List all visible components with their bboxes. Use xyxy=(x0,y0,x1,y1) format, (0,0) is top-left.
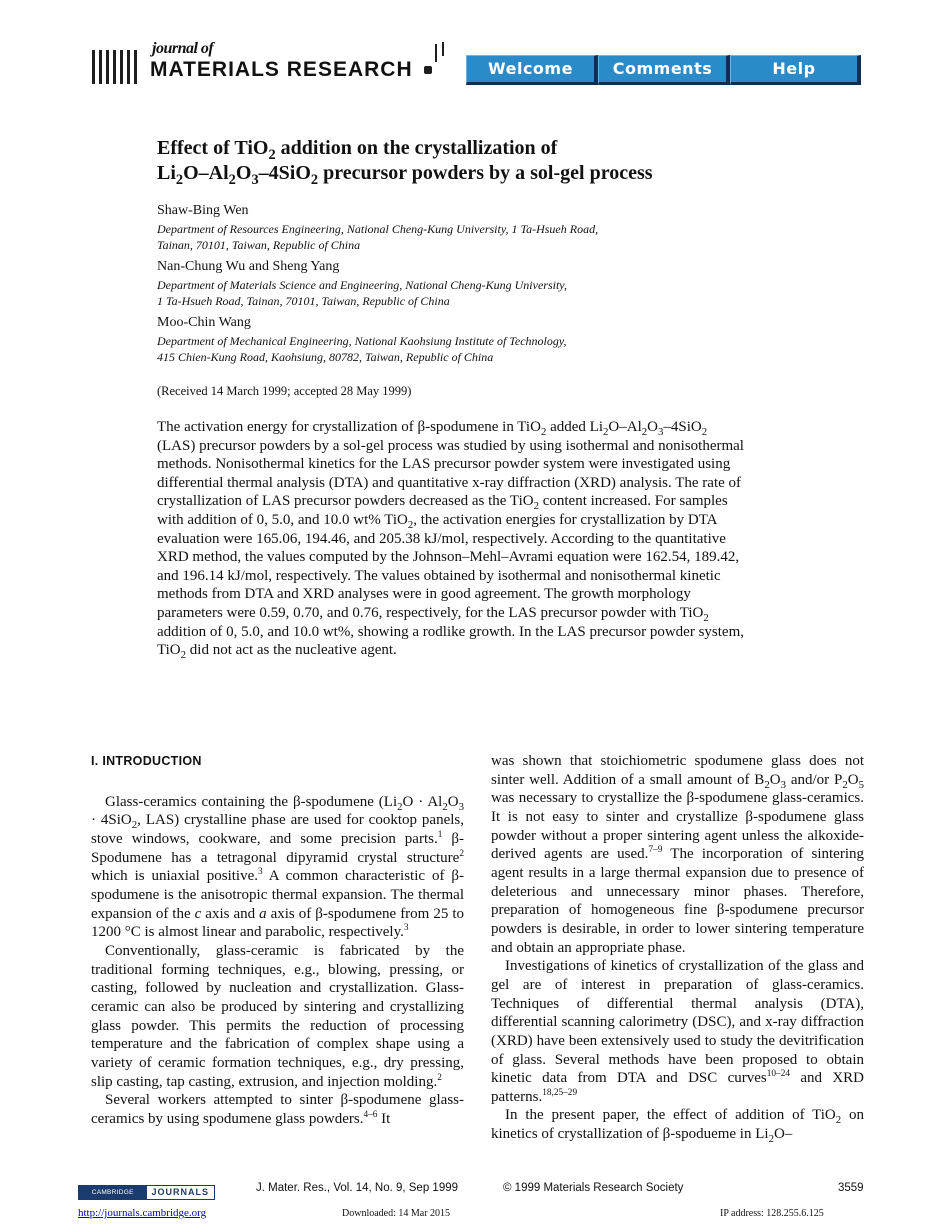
author-affiliation: Tainan, 70101, Taiwan, Republic of China xyxy=(157,238,361,252)
author-affiliation: 415 Chien-Kung Road, Kaohsiung, 80782, Taiwan, Republic of China xyxy=(157,350,494,364)
received-date: (Received 14 March 1999; accepted 28 May 1999) xyxy=(157,384,412,398)
copyright-notice: © 1999 Materials Research Society xyxy=(503,1182,684,1194)
section-heading: I. INTRODUCTION xyxy=(91,754,202,768)
paragraph: was shown that stoichiometric spodumene glass does not sinter well. Addition of a small amount of $B_2O_3$ and/or $P_2O_5$ was necessary to crystallize the β-spodumene glass-ceramics. It is not easy to sinter and crystallize β-spodumene glass powder without a proper sintering agent unless the alkoxide-derived agents are used.$^{7-9}$ The incorporation of sintering agent results in a large thermal expansion due to presence of deleterious and unnecessary minor phases. Therefore, preparation of homogeneous fine β-spodumene precursor powders is desirable, in order to lower sintering temperature and obtain an appropriate phase. xyxy=(491,753,864,956)
author-name: Nan-Chung Wu and Sheng Yang xyxy=(157,259,340,274)
logo-stripe xyxy=(120,50,123,84)
comments-button[interactable]: Comments xyxy=(598,55,730,85)
author-name: Shaw-Bing Wen xyxy=(157,203,249,218)
logo-stripe xyxy=(92,50,95,84)
right-column xyxy=(491,752,864,1144)
paragraph: Glass-ceramics containing the β-spodumene ($Li_2O \cdot Al_2O_3 \cdot 4SiO_2$, LAS) crystalline phase are used for cooktop panels, stove windows, cookware, and some precision parts.$^1$ β-Spodumene has a tetragonal dipyramid crystal structure$^2$ which is uniaxial positive.$^3$ A common characteristic of β-spodumene is the anisotropic thermal expansion. The thermal expansion of the c axis and a axis of β-spodumene from 25 to 1200 °C is almost linear and parabolic, respectively.$^3$ xyxy=(91,793,465,941)
journals-label: JOURNALS xyxy=(147,1186,215,1199)
cambridge-journals-logo[interactable] xyxy=(78,1185,215,1200)
author-affiliation: Department of Resources Engineering, National Cheng-Kung University, 1 Ta-Hsueh Road, xyxy=(157,222,599,236)
logo-mark xyxy=(442,42,444,56)
welcome-button[interactable]: Welcome xyxy=(466,55,598,85)
logo-mark xyxy=(424,66,432,74)
author-name: Moo-Chin Wang xyxy=(157,315,251,330)
author-affiliation: 1 Ta-Hsueh Road, Tainan, 70101, Taiwan, Republic of China xyxy=(157,294,450,308)
paper-title xyxy=(157,136,857,186)
title-line-1: Effect of TiO$_2$ addition on the crystallization of xyxy=(157,137,558,163)
logo-stripe xyxy=(99,50,102,84)
logo-materials-research: MATERIALS RESEARCH xyxy=(150,58,413,81)
abstract: The activation energy for crystallization of β-spodumene in TiO$_2$ added $Li_2O-Al_2O_3-4SiO_2$ (LAS) precursor powders by a sol-gel process was studied by using isothermal and nonisothermal methods. Nonisothermal kinetics for the LAS precursor powder system were investigated using differential thermal analysis (DTA) and quantitative x-ray diffraction (XRD) analysis. The rate of crystallization of LAS precursor powders decreased as the TiO$_2$ content increased. For samples with addition of 0, 5.0, and 10.0 wt% TiO$_2$, the activation energies for crystallization by DTA evaluation were 165.06, 194.46, and 205.38 kJ/mol, respectively. According to the quantitative XRD method, the values computed by the Johnson–Mehl–Avrami equation were 162.54, 189.42, and 196.14 kJ/mol, respectively. The values obtained by isothermal and nonisothermal kinetic methods from DTA and XRD analyses were in good agreement. The growth morphology parameters were 0.59, 0.70, and 0.76, respectively, for the LAS precursor powder with TiO$_2$ addition of 0, 5.0, and 10.0 wt%, showing a rodlike growth. In the LAS precursor powder system, TiO$_2$ did not act as the nucleative agent. xyxy=(157,419,744,662)
logo-stripe xyxy=(127,50,130,84)
left-column xyxy=(91,752,464,1128)
logo-mark xyxy=(435,44,437,62)
paragraph: In the present paper, the effect of addition of TiO$_2$ on kinetics of crystallization of β-spodueme in $Li_2O-$ xyxy=(491,1107,865,1146)
cambridge-label: CAMBRIDGE xyxy=(79,1186,147,1199)
logo-journal-of: journal of xyxy=(152,40,214,57)
paragraph: Conventionally, glass-ceramic is fabricated by the traditional forming techniques, e.g., blowing, pressing, or casting, followed by nucleation and crystallization. Glass-ceramic can also be produced by sintering and crystallizing glass powder. This permits the reduction of processing temperature and the fabrication of complex shape using a variety of ceramic formation techniques, e.g., dry pressing, slip casting, tap casting, extrusion, and injection molding.$^2$ xyxy=(91,942,464,1090)
ip-address: IP address: 128.255.6.125 xyxy=(720,1208,824,1219)
paragraph: Investigations of kinetics of crystallization of the glass and gel are of interest in preparation of glass-ceramics. Techniques of differential thermal analysis (DTA), differential scanning calorimetry (DSC), and x-ray diffraction (XRD) have been extensively used to study the devitrification of glass. Several methods have been proposed to obtain kinetic data from DTA and DSC curves$^{10-24}$ and XRD patterns.$^{18,25-29}$ xyxy=(491,958,864,1105)
help-button[interactable]: Help xyxy=(730,55,861,85)
logo-stripe xyxy=(134,50,137,84)
download-date: Downloaded: 14 Mar 2015 xyxy=(342,1208,451,1219)
logo-stripe xyxy=(106,50,109,84)
journal-logo xyxy=(92,40,462,88)
journal-citation: J. Mater. Res., Vol. 14, No. 9, Sep 1999 xyxy=(256,1182,459,1194)
paragraph: Several workers attempted to sinter β-spodumene glass-ceramics by using spodumene glass powders.$^{4-6}$ It xyxy=(91,1092,464,1127)
author-affiliation: Department of Mechanical Engineering, National Kaohsiung Institute of Technology, xyxy=(157,334,567,348)
title-line-2: $Li_2O-Al_2O_3-4SiO_2$ precursor powders by a sol-gel process xyxy=(157,162,653,188)
journal-url-link[interactable]: http://journals.cambridge.org xyxy=(78,1207,207,1219)
page-number: 3559 xyxy=(838,1182,864,1194)
author-affiliation: Department of Materials Science and Engineering, National Cheng-Kung University, xyxy=(157,278,567,292)
logo-stripe xyxy=(113,50,116,84)
